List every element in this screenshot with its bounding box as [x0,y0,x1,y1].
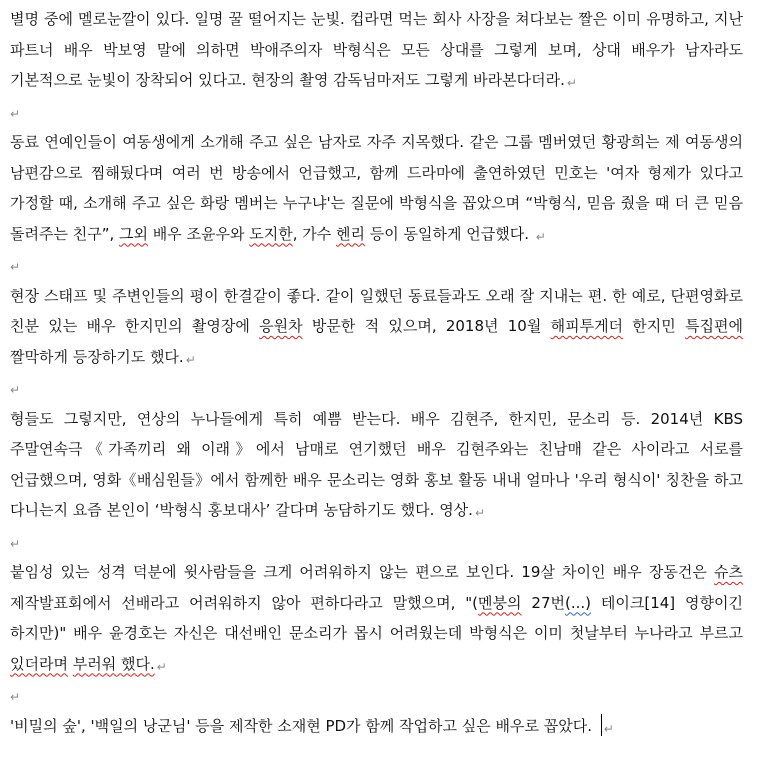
paragraph-mark-icon: ↵ [10,260,21,274]
paragraph-text: 형들도 그렇지만, 연상의 누나들에게 특히 예쁨 받는다. 배우 김현주, 한지민, 문소리 등. 2014년 KBS 주말연속극《가족끼리 왜 이래》에서 남매로 연기했던 배우 김현주와는 친남매 같은 사이라고 서로를 언급했으며, 영화《배심원들》에서 함께한 배우 문소리는 영화 홍보 활동 내내 얼마나 '우리 형식이' 칭찬을 하고 다니는지 요즘 본인이 ‘박형식 홍보대사’ 갈다며 농담하기도 했다. 영상. [10,409,743,519]
paragraph-text: 짤막하게 등장하기도 했다. [10,347,184,366]
paragraph-mark-icon: ↵ [10,690,21,704]
spellcheck-flagged-word: 해피투게더 [550,317,624,335]
spellcheck-flagged-word: 도지한 [249,224,293,243]
paragraph[interactable] [10,281,743,374]
paragraph-text: '비밀의 숲', '백일의 낭군님' 등을 제작한 소재현 PD가 함께 작업하고 싶은 배우로 꼽았다. [10,716,597,735]
empty-paragraph[interactable] [10,373,743,404]
spellcheck-flagged-word: 그외 [119,224,149,243]
paragraph-text: 붙임성 있는 성격 덕분에 윗사람들을 크게 어려워하지 않는 편으로 보인다. 19살 차이인 배우 장동건은 [10,563,715,581]
paragraph-mark-icon: ↵ [10,536,21,551]
paragraph-text: 현장 스태프 및 주변인들의 평이 한결같이 좋다. 같이 일했던 동료들과도 오래 잘 지내는 편. 한 예로, 단편영화로 친분 있는 배우 한지민의 촬영장에 [10,286,743,335]
empty-paragraph[interactable] [10,250,743,281]
paragraph-text: 별명 중에 멜로눈깔이 있다. 일명 꿀 떨어지는 눈빛. 컵라면 먹는 회사 사장을 쳐다보는 짤은 이미 유명하고, 지난 파트너 배우 박보영 말에 의하면 박애주의자 박형식은 모든 상대를 그렇게 보며, 상대 배우가 남자라도 기본적으로 눈빛이 장착되어 있다고. 현장의 촬영 감독님마저도 그렇게 바라본다더라. [10,10,743,89]
paragraph[interactable] [10,127,743,250]
paragraph-mark-icon: ↵ [566,76,577,90]
paragraph-text: 등이 동일하게 언급했다. [365,224,534,243]
text-cursor [601,714,602,736]
spellcheck-flagged-word: 부러워 했다. [72,654,155,673]
paragraph-mark-icon: ↵ [474,506,486,520]
spellcheck-flagged-word: 특집편에 [685,317,743,335]
empty-paragraph[interactable] [10,527,743,558]
empty-paragraph[interactable] [10,680,743,711]
empty-paragraph[interactable] [10,97,743,128]
paragraph-text: , 가수 [292,224,337,243]
paragraph-text: 27번 [521,593,565,612]
paragraph-text: 동료 연예인들이 여동생에게 소개해 주고 싶은 남자로 자주 지목했다. 같은 그룹 멤버였던 황광희는 제 여동생의 남편감으로 찜해뒀다며 여러 번 방송에서 언급했고, 함께 드라마에 출연하였던 민호는 '여자 형제가 있다고 가정할 때, 소개해 주고 싶은 화랑 멤버는 누구냐'는 질문에 박형식을 꼽았으며 “박형식, 믿음 줬을 때 더 큰 믿음 돌려주는 친구”, [10,133,743,243]
paragraph-text: 배우 조윤우와 [148,224,250,243]
paragraph-mark-icon: ↵ [10,383,21,397]
paragraph-text: 한지민 [623,317,686,335]
paragraph[interactable] [10,404,743,527]
spellcheck-flagged-word: 있더라며 [10,654,68,673]
paragraph-mark-icon: ↵ [156,659,167,674]
spellcheck-flagged-word: 응원차 [259,317,303,335]
document-body[interactable] [10,4,743,742]
paragraph-mark-icon: ↵ [10,106,21,121]
paragraph-text: 테이크[14] 영향이긴 하지만)" 배우 윤경호는 자신은 대선배인 문소리가 몹시 어려웠는데 박형식은 이미 첫날부터 누나라고 부르고 [10,593,743,642]
paragraph-mark-icon: ↵ [603,721,614,736]
spellcheck-flagged-word: 슈츠 [714,563,743,581]
paragraph[interactable] [10,557,743,680]
spellcheck-flagged-word: 멘붕의 [478,593,522,612]
paragraph[interactable] [10,711,743,743]
paragraph-mark-icon: ↵ [535,229,546,244]
spellcheck-flagged-word: 헨리 [336,224,366,243]
paragraph-text: 방문한 적 있으며, 2018년 10월 [302,317,551,335]
paragraph[interactable] [10,4,743,97]
grammar-flagged-text: (...) [564,593,591,612]
paragraph-mark-icon: ↵ [185,352,196,367]
paragraph-text: 제작발표회에서 선배라고 어려워하지 않아 편하다라고 말했으며, "( [10,593,479,612]
